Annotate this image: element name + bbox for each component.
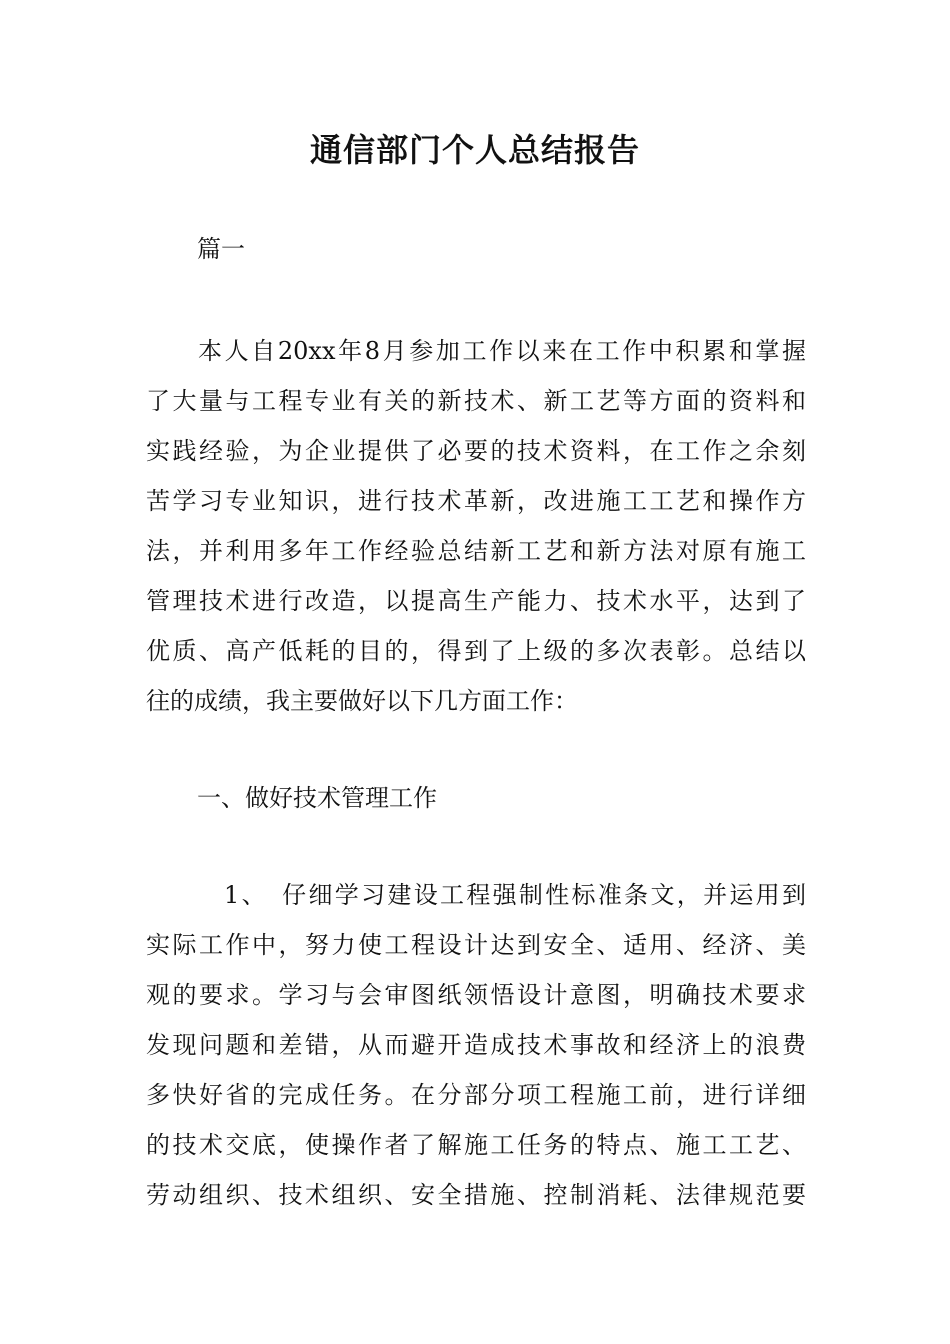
paragraph-line: 实践经验，为企业提供了必要的技术资料，在工作之余刻	[146, 437, 806, 465]
paragraph-line: 本人自20xx年8月参加工作以来在工作中积累和掌握	[198, 337, 806, 365]
paragraph-line: 发现问题和差错，从而避开造成技术事故和经济上的浪费	[146, 1031, 806, 1059]
paragraph-intro	[146, 326, 806, 726]
paragraph-line: 劳动组织、技术组织、安全措施、控制消耗、法律规范要	[146, 1181, 806, 1209]
part-label: 篇一	[197, 235, 245, 263]
paragraph-line: 管理技术进行改造，以提高生产能力、技术水平，达到了	[146, 587, 806, 615]
paragraph-line: 优质、高产低耗的目的，得到了上级的多次表彰。总结以	[146, 637, 806, 665]
paragraph-line: 多快好省的完成任务。在分部分项工程施工前，进行详细	[146, 1081, 806, 1109]
paragraph-item-1	[146, 870, 806, 1220]
document-title: 通信部门个人总结报告	[309, 131, 640, 169]
paragraph-line: 了大量与工程专业有关的新技术、新工艺等方面的资料和	[146, 387, 806, 415]
paragraph-line: 苦学习专业知识，进行技术革新，改进施工工艺和操作方	[146, 487, 806, 515]
section-heading: 一、做好技术管理工作	[197, 784, 437, 812]
paragraph-line: 往的成绩，我主要做好以下几方面工作：	[146, 687, 578, 715]
paragraph-line: 的技术交底，使操作者了解施工任务的特点、施工工艺、	[146, 1131, 806, 1159]
paragraph-line: 1、 仔细学习建设工程强制性标准条文，并运用到	[224, 881, 806, 909]
paragraph-line: 实际工作中，努力使工程设计达到安全、适用、经济、美	[146, 931, 806, 959]
paragraph-line: 法，并利用多年工作经验总结新工艺和新方法对原有施工	[146, 537, 806, 565]
paragraph-line: 观的要求。学习与会审图纸领悟设计意图，明确技术要求	[146, 981, 806, 1009]
